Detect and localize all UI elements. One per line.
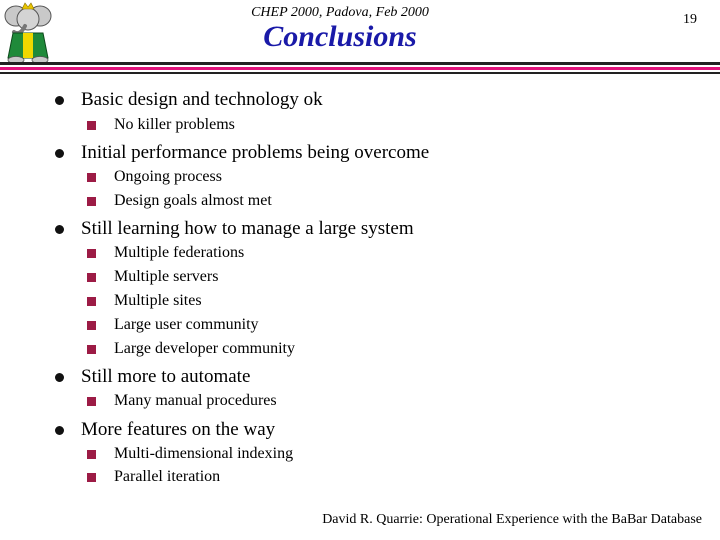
list-item — [114, 292, 202, 310]
bullet-text: Still more to automate — [81, 366, 251, 387]
sub-bullet-text: Multiple servers — [114, 268, 219, 285]
list-item — [81, 89, 323, 111]
bullet-square-icon — [87, 473, 96, 482]
header-rule-dark — [0, 62, 720, 65]
list-item — [114, 244, 244, 262]
sub-bullet-text: Many manual procedures — [114, 392, 277, 409]
list-item — [114, 316, 259, 334]
list-item — [114, 168, 222, 186]
bullet-square-icon — [87, 297, 96, 306]
sub-bullet-text: Parallel iteration — [114, 468, 221, 485]
bullet-dot-icon — [55, 373, 64, 382]
list-item — [114, 468, 220, 486]
list-item — [81, 142, 429, 164]
header-rule-magenta — [0, 67, 720, 70]
list-item — [81, 218, 414, 240]
bullet-square-icon — [87, 450, 96, 459]
sub-bullet-text: Multiple sites — [114, 292, 202, 309]
sub-bullet-text: Large developer community — [114, 340, 295, 357]
list-item — [114, 445, 293, 463]
bullet-square-icon — [87, 345, 96, 354]
page-number: 19 — [683, 12, 697, 27]
bullet-dot-icon — [55, 225, 64, 234]
bullet-dot-icon — [55, 149, 64, 158]
list-item — [114, 340, 295, 358]
list-item — [81, 419, 275, 441]
sub-bullet-text: Multiple federations — [114, 244, 245, 261]
bullet-square-icon — [87, 397, 96, 406]
bullet-text: Still learning how to manage a large system — [81, 218, 414, 239]
list-item — [114, 116, 235, 134]
bullet-square-icon — [87, 197, 96, 206]
slide-title: Conclusions — [263, 20, 417, 53]
bullet-square-icon — [87, 321, 96, 330]
list-item — [114, 392, 277, 410]
sub-bullet-text: Design goals almost met — [114, 192, 272, 209]
sub-bullet-text: No killer problems — [114, 116, 235, 133]
bullet-square-icon — [87, 121, 96, 130]
list-item — [114, 268, 218, 286]
bullet-text: Basic design and technology ok — [81, 89, 323, 110]
bullet-text: More features on the way — [81, 419, 276, 440]
footer-credit: David R. Quarrie: Operational Experience with the BaBar Database — [322, 512, 702, 527]
bullet-square-icon — [87, 273, 96, 282]
header-rule-dark-lower — [0, 72, 720, 74]
sub-bullet-text: Ongoing process — [114, 168, 222, 185]
bullet-text: Initial performance problems being overcome — [81, 142, 430, 163]
sub-bullet-text: Large user community — [114, 316, 259, 333]
list-item — [81, 366, 250, 388]
bullet-dot-icon — [55, 96, 64, 105]
conference-header: CHEP 2000, Padova, Feb 2000 — [251, 5, 429, 20]
bullet-dot-icon — [55, 426, 64, 435]
bullet-square-icon — [87, 173, 96, 182]
list-item — [114, 192, 272, 210]
bullet-square-icon — [87, 249, 96, 258]
sub-bullet-text: Multi-dimensional indexing — [114, 445, 294, 462]
